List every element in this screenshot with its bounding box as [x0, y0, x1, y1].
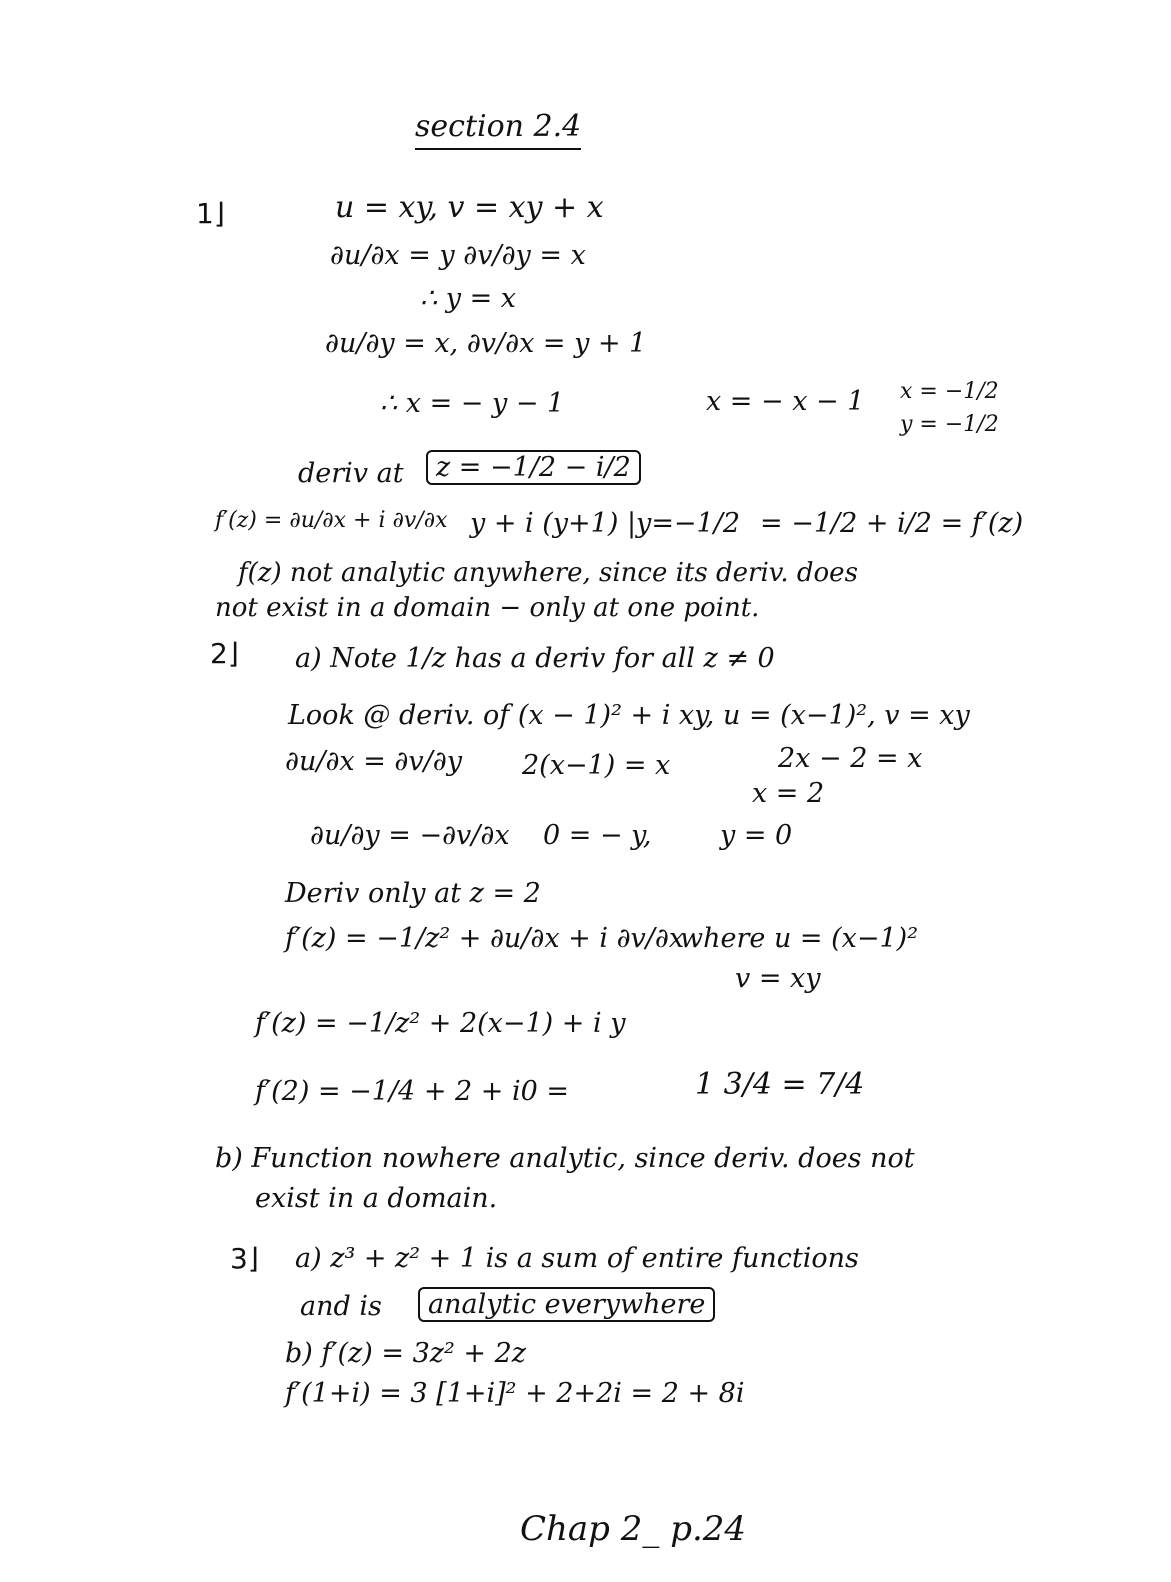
p2-a-line-3c: 2x − 2 = x — [778, 743, 923, 774]
p2-a-line-4b: 0 = − y, — [543, 820, 652, 851]
p1-line-5b: x = − x − 1 — [706, 386, 865, 417]
p1-line-5d: y = −1/2 — [900, 412, 999, 437]
p1-line-5: ∴ x = − y − 1 — [380, 388, 565, 419]
p1-fprime-2: y + i (y+1) |y=−1/2 — [470, 508, 741, 539]
p1-line-1: u = xy, v = xy + x — [335, 190, 604, 225]
p1-deriv-label: deriv at — [298, 458, 404, 489]
p2-a-line-3b: 2(x−1) = x — [522, 750, 671, 781]
p1-conclusion-1: f(z) not analytic anywhere, since its deriv. does — [238, 558, 858, 588]
p2-a-line-8b: 1 3/4 = 7/4 — [695, 1067, 865, 1102]
p2-a-line-4c: y = 0 — [720, 820, 793, 851]
page-footer: Chap 2_ p.24 — [520, 1509, 747, 1549]
p1-fprime: f′(z) = ∂u/∂x + i ∂v/∂x — [215, 508, 448, 533]
p2-a-line-8: f′(2) = −1/4 + 2 + i0 = — [255, 1076, 570, 1107]
p2-a-line-3d: x = 2 — [752, 778, 825, 809]
p2-a-line-4: ∂u/∂y = −∂v/∂x — [310, 820, 510, 851]
p2-a-line-2: Look @ deriv. of (x − 1)² + i xy, u = (x−1)², v = xy — [288, 700, 970, 731]
p2-b-line-1: b) Function nowhere analytic, since deriv. does not — [215, 1143, 915, 1174]
problem-1-number: 1⌋ — [196, 197, 225, 230]
p3-b-line-2: f′(1+i) = 3 [1+i]² + 2+2i = 2 + 8i — [285, 1378, 745, 1409]
p2-a-line-3: ∂u/∂x = ∂v/∂y — [285, 746, 462, 777]
p1-line-3: ∴ y = x — [420, 283, 517, 314]
problem-3-number: 3⌋ — [230, 1242, 259, 1275]
page-title: section 2.4 — [415, 112, 581, 150]
problem-2-number: 2⌋ — [210, 637, 239, 670]
p2-a-line-6: f′(z) = −1/z² + ∂u/∂x + i ∂v/∂x — [285, 923, 685, 954]
p3-answer-box: analytic everywhere — [418, 1287, 715, 1322]
p2-a-line-5: Deriv only at z = 2 — [285, 878, 541, 909]
p2-a-line-1: a) Note 1/z has a deriv for all z ≠ 0 — [295, 643, 775, 674]
p2-a-line-6c: v = xy — [735, 963, 821, 994]
p1-line-4: ∂u/∂y = x, ∂v/∂x = y + 1 — [325, 328, 647, 359]
p1-conclusion-2: not exist in a domain − only at one point. — [215, 593, 760, 623]
p1-deriv-point-box: z = −1/2 − i/2 — [426, 450, 641, 485]
p3-b-line-1: b) f′(z) = 3z² + 2z — [285, 1338, 527, 1369]
p3-a-line-1: a) z³ + z² + 1 is a sum of entire functions — [295, 1243, 859, 1274]
p1-line-2: ∂u/∂x = y ∂v/∂y = x — [330, 240, 586, 271]
p2-b-line-2: exist in a domain. — [255, 1183, 498, 1214]
p1-fprime-3: = −1/2 + i/2 = f′(z) — [760, 508, 1024, 539]
p1-line-5c: x = −1/2 — [900, 379, 999, 404]
p2-a-line-6b: where u = (x−1)² — [680, 923, 919, 954]
p3-a-line-2: and is — [300, 1291, 382, 1322]
p2-a-line-7: f′(z) = −1/z² + 2(x−1) + i y — [255, 1008, 626, 1039]
